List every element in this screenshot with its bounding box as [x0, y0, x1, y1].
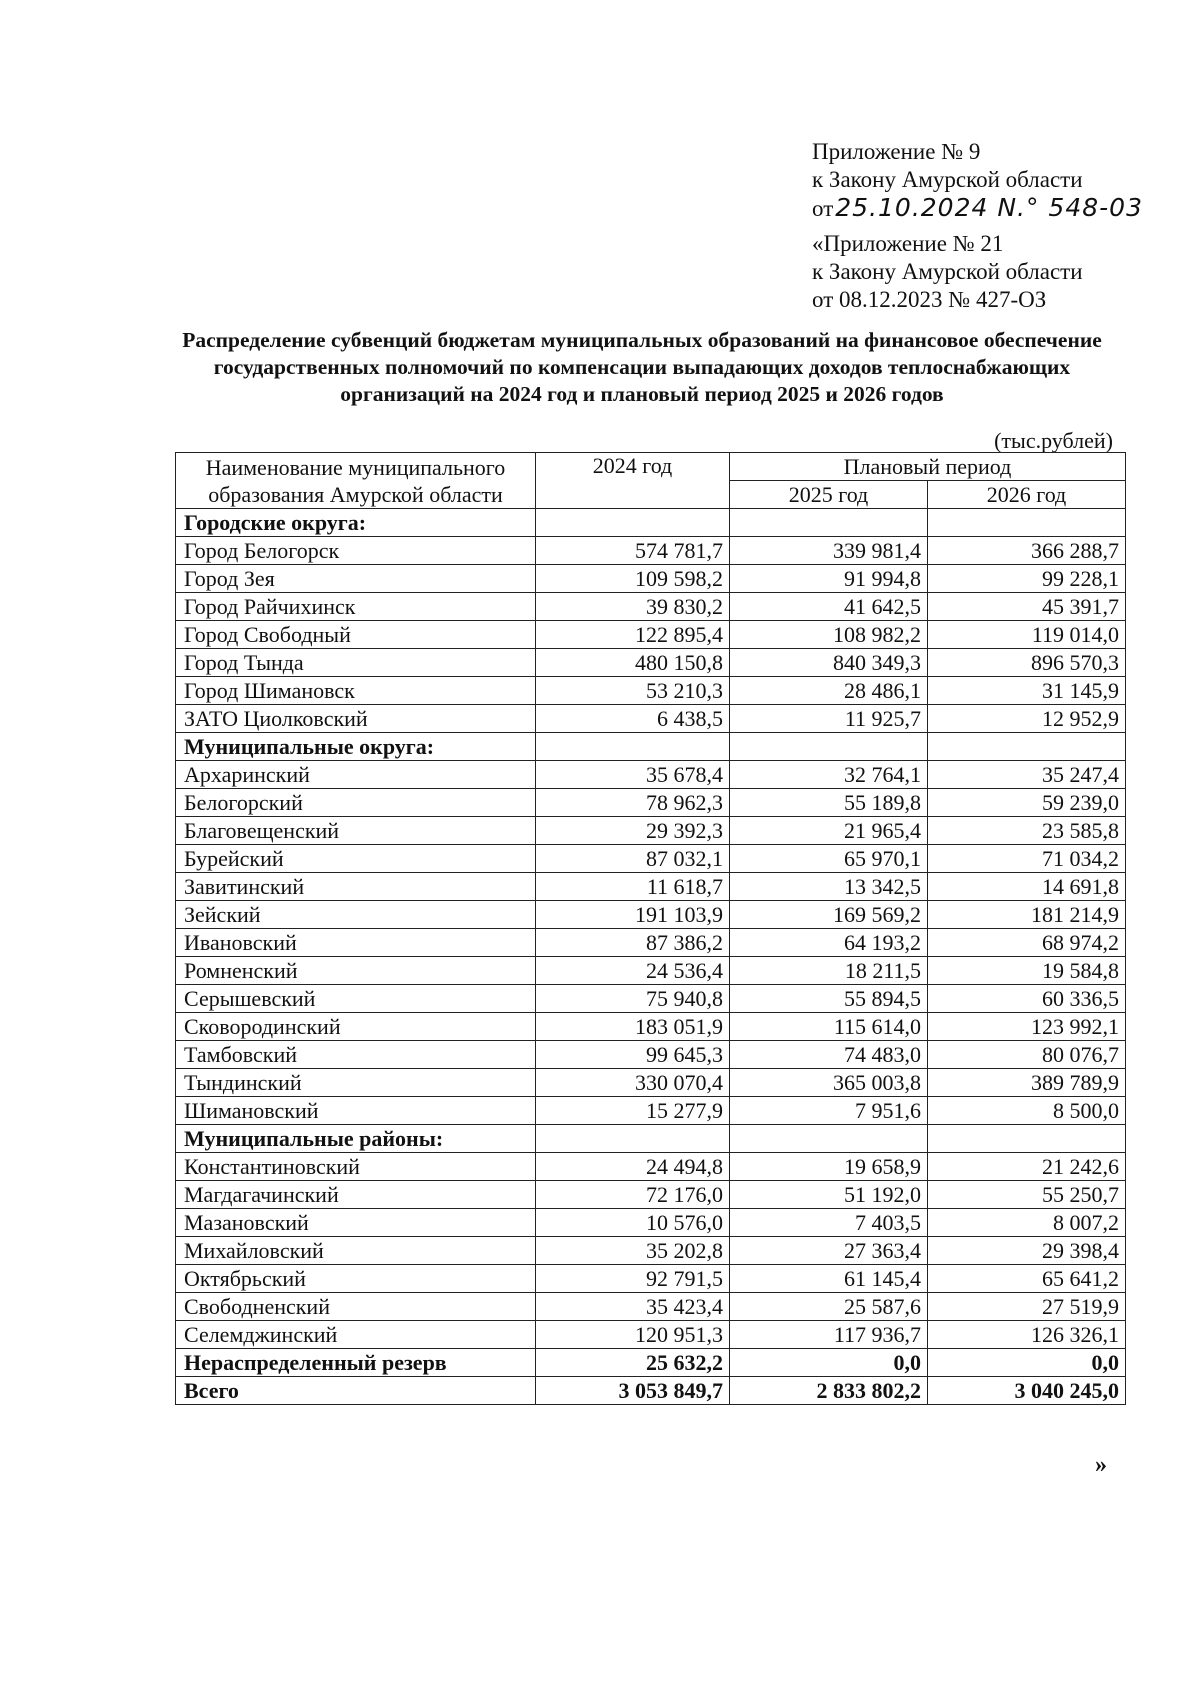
table-row — [176, 705, 1126, 733]
row-name-cell: Тындинский — [176, 1069, 536, 1097]
row-value-2026 — [928, 733, 1126, 761]
units-label: (тыс.рублей) — [994, 428, 1113, 453]
row-value-2026: 80 076,7 — [928, 1041, 1126, 1069]
table-row — [176, 789, 1126, 817]
row-value-2025: 55 894,5 — [730, 985, 928, 1013]
row-value-2026: 99 228,1 — [928, 565, 1126, 593]
row-value-2025: 365 003,8 — [730, 1069, 928, 1097]
table-row — [176, 1293, 1126, 1321]
previous-appendix-header — [812, 230, 1083, 314]
row-value-2026: 71 034,2 — [928, 845, 1126, 873]
row-value-2026: 55 250,7 — [928, 1181, 1126, 1209]
row-value-2025: 41 642,5 — [730, 593, 928, 621]
row-value-2025: 51 192,0 — [730, 1181, 928, 1209]
appendix-number: Приложение № 9 — [812, 139, 981, 164]
row-name-cell: Октябрьский — [176, 1265, 536, 1293]
table-row — [176, 845, 1126, 873]
row-value-2026: 65 641,2 — [928, 1265, 1126, 1293]
row-value-2024: 330 070,4 — [536, 1069, 730, 1097]
row-value-2025: 108 982,2 — [730, 621, 928, 649]
row-value-2025: 0,0 — [730, 1349, 928, 1377]
appendix-law-reference: к Закону Амурской области — [812, 167, 1083, 192]
row-name-cell: Тамбовский — [176, 1041, 536, 1069]
table-row — [176, 761, 1126, 789]
table-header-row — [176, 453, 1126, 481]
row-value-2024: 109 598,2 — [536, 565, 730, 593]
row-value-2025: 117 936,7 — [730, 1321, 928, 1349]
row-name-cell: Константиновский — [176, 1153, 536, 1181]
table-row — [176, 593, 1126, 621]
row-name-cell: Михайловский — [176, 1237, 536, 1265]
row-name-cell: Шимановский — [176, 1097, 536, 1125]
row-value-2024: 35 423,4 — [536, 1293, 730, 1321]
previous-appendix-law-reference: к Закону Амурской области — [812, 259, 1083, 284]
row-value-2025: 91 994,8 — [730, 565, 928, 593]
row-value-2024: 75 940,8 — [536, 985, 730, 1013]
table-row — [176, 817, 1126, 845]
table-row — [176, 957, 1126, 985]
row-value-2024: 183 051,9 — [536, 1013, 730, 1041]
row-value-2025: 169 569,2 — [730, 901, 928, 929]
row-value-2024: 191 103,9 — [536, 901, 730, 929]
row-value-2025 — [730, 733, 928, 761]
row-value-2026: 19 584,8 — [928, 957, 1126, 985]
row-value-2025 — [730, 509, 928, 537]
row-value-2026: 0,0 — [928, 1349, 1126, 1377]
row-name-cell: Магдагачинский — [176, 1181, 536, 1209]
row-value-2026: 896 570,3 — [928, 649, 1126, 677]
column-header-planned-period: Плановый период — [730, 453, 1126, 481]
table-row — [176, 677, 1126, 705]
row-value-2025: 19 658,9 — [730, 1153, 928, 1181]
table-row — [176, 649, 1126, 677]
column-header-2026: 2026 год — [928, 481, 1126, 509]
row-value-2026: 60 336,5 — [928, 985, 1126, 1013]
row-value-2025: 339 981,4 — [730, 537, 928, 565]
row-name-cell: Город Зея — [176, 565, 536, 593]
row-value-2026: 59 239,0 — [928, 789, 1126, 817]
row-value-2025: 11 925,7 — [730, 705, 928, 733]
table-row — [176, 1013, 1126, 1041]
table-section-row — [176, 733, 1126, 761]
row-value-2025: 32 764,1 — [730, 761, 928, 789]
row-value-2025: 28 486,1 — [730, 677, 928, 705]
row-value-2024 — [536, 1125, 730, 1153]
row-name-cell: Серышевский — [176, 985, 536, 1013]
appendix-date-prefix: от — [812, 196, 834, 221]
table-row — [176, 1377, 1126, 1405]
row-value-2026: 45 391,7 — [928, 593, 1126, 621]
row-value-2024: 6 438,5 — [536, 705, 730, 733]
row-value-2025: 65 970,1 — [730, 845, 928, 873]
previous-appendix-number: «Приложение № 21 — [812, 231, 1004, 256]
row-value-2024: 39 830,2 — [536, 593, 730, 621]
row-value-2025: 840 349,3 — [730, 649, 928, 677]
row-value-2024: 24 494,8 — [536, 1153, 730, 1181]
row-value-2026: 31 145,9 — [928, 677, 1126, 705]
row-name-cell: Зейский — [176, 901, 536, 929]
row-value-2026: 126 326,1 — [928, 1321, 1126, 1349]
table-row — [176, 1181, 1126, 1209]
row-value-2026: 3 040 245,0 — [928, 1377, 1126, 1405]
row-value-2025: 55 189,8 — [730, 789, 928, 817]
table-section-row — [176, 1125, 1126, 1153]
row-name-cell: Бурейский — [176, 845, 536, 873]
row-name-cell: Город Свободный — [176, 621, 536, 649]
table-row — [176, 1321, 1126, 1349]
column-header-2025: 2025 год — [730, 481, 928, 509]
row-value-2026 — [928, 1125, 1126, 1153]
table-row — [176, 537, 1126, 565]
table-row — [176, 1349, 1126, 1377]
row-value-2024: 120 951,3 — [536, 1321, 730, 1349]
row-value-2024: 122 895,4 — [536, 621, 730, 649]
row-name-cell: Муниципальные округа: — [176, 733, 536, 761]
row-value-2026: 389 789,9 — [928, 1069, 1126, 1097]
table-section-row — [176, 509, 1126, 537]
row-value-2026: 23 585,8 — [928, 817, 1126, 845]
row-name-cell: Сковородинский — [176, 1013, 536, 1041]
row-value-2024: 87 386,2 — [536, 929, 730, 957]
row-value-2026: 366 288,7 — [928, 537, 1126, 565]
row-value-2025: 74 483,0 — [730, 1041, 928, 1069]
row-value-2025 — [730, 1125, 928, 1153]
row-value-2026: 123 992,1 — [928, 1013, 1126, 1041]
row-value-2025: 27 363,4 — [730, 1237, 928, 1265]
row-name-cell: Ромненский — [176, 957, 536, 985]
row-value-2026 — [928, 509, 1126, 537]
table-row — [176, 1097, 1126, 1125]
row-value-2024: 99 645,3 — [536, 1041, 730, 1069]
column-header-2024: 2024 год — [536, 453, 730, 509]
row-value-2026: 29 398,4 — [928, 1237, 1126, 1265]
row-value-2026: 8 500,0 — [928, 1097, 1126, 1125]
table-row — [176, 565, 1126, 593]
row-value-2025: 115 614,0 — [730, 1013, 928, 1041]
column-header-name: Наименование муниципального образования Амурской области — [176, 453, 536, 509]
row-name-cell: Город Шимановск — [176, 677, 536, 705]
row-value-2024: 72 176,0 — [536, 1181, 730, 1209]
row-name-cell: Благовещенский — [176, 817, 536, 845]
row-name-cell: Город Райчихинск — [176, 593, 536, 621]
table-row — [176, 1237, 1126, 1265]
table-row — [176, 873, 1126, 901]
row-value-2024: 53 210,3 — [536, 677, 730, 705]
row-value-2024 — [536, 733, 730, 761]
table-row — [176, 621, 1126, 649]
row-value-2025: 7 951,6 — [730, 1097, 928, 1125]
row-value-2024 — [536, 509, 730, 537]
row-name-cell: Нераспределенный резерв — [176, 1349, 536, 1377]
row-value-2025: 21 965,4 — [730, 817, 928, 845]
row-name-cell: Селемджинский — [176, 1321, 536, 1349]
table-row — [176, 1209, 1126, 1237]
row-value-2024: 35 202,8 — [536, 1237, 730, 1265]
row-value-2024: 10 576,0 — [536, 1209, 730, 1237]
table-row — [176, 1069, 1126, 1097]
appendix-date-line — [812, 194, 1143, 223]
row-name-cell: Мазановский — [176, 1209, 536, 1237]
row-name-cell: Архаринский — [176, 761, 536, 789]
row-name-cell: Город Тында — [176, 649, 536, 677]
appendix-header — [812, 138, 1143, 223]
row-name-cell: Ивановский — [176, 929, 536, 957]
row-value-2026: 181 214,9 — [928, 901, 1126, 929]
row-value-2025: 13 342,5 — [730, 873, 928, 901]
row-value-2024: 87 032,1 — [536, 845, 730, 873]
row-name-cell: Городские округа: — [176, 509, 536, 537]
row-name-cell: Завитинский — [176, 873, 536, 901]
handwritten-date-number: 25.10.2024 N.° 548-03 — [835, 193, 1143, 222]
document-title: Распределение субвенций бюджетам муниципальных образований на финансовое обеспечение государственных полномочий по компенсации выпадающих доходов теплоснабжающих организаций на 2024 год и плановый период 2025 и 2026 годов — [182, 328, 1102, 406]
row-value-2024: 574 781,7 — [536, 537, 730, 565]
previous-appendix-date: от 08.12.2023 № 427-ОЗ — [812, 287, 1047, 312]
row-value-2026: 68 974,2 — [928, 929, 1126, 957]
row-name-cell: Всего — [176, 1377, 536, 1405]
row-value-2024: 3 053 849,7 — [536, 1377, 730, 1405]
row-value-2024: 25 632,2 — [536, 1349, 730, 1377]
row-name-cell: Свободненский — [176, 1293, 536, 1321]
table-row — [176, 1153, 1126, 1181]
row-value-2025: 2 833 802,2 — [730, 1377, 928, 1405]
row-value-2025: 7 403,5 — [730, 1209, 928, 1237]
row-value-2025: 64 193,2 — [730, 929, 928, 957]
row-value-2025: 18 211,5 — [730, 957, 928, 985]
row-value-2026: 8 007,2 — [928, 1209, 1126, 1237]
distribution-table — [175, 452, 1126, 1405]
row-value-2024: 92 791,5 — [536, 1265, 730, 1293]
row-value-2026: 12 952,9 — [928, 705, 1126, 733]
table-row — [176, 1265, 1126, 1293]
row-value-2024: 15 277,9 — [536, 1097, 730, 1125]
table-body — [176, 509, 1126, 1405]
closing-quote: » — [1095, 1452, 1107, 1478]
row-value-2026: 21 242,6 — [928, 1153, 1126, 1181]
row-value-2024: 11 618,7 — [536, 873, 730, 901]
row-value-2026: 14 691,8 — [928, 873, 1126, 901]
row-value-2024: 78 962,3 — [536, 789, 730, 817]
row-value-2026: 27 519,9 — [928, 1293, 1126, 1321]
row-value-2024: 35 678,4 — [536, 761, 730, 789]
table-row — [176, 929, 1126, 957]
row-name-cell: Муниципальные районы: — [176, 1125, 536, 1153]
row-name-cell: Белогорский — [176, 789, 536, 817]
row-name-cell: Город Белогорск — [176, 537, 536, 565]
table-row — [176, 1041, 1126, 1069]
row-value-2024: 29 392,3 — [536, 817, 730, 845]
row-value-2026: 35 247,4 — [928, 761, 1126, 789]
table-row — [176, 985, 1126, 1013]
row-name-cell: ЗАТО Циолковский — [176, 705, 536, 733]
row-value-2024: 24 536,4 — [536, 957, 730, 985]
row-value-2026: 119 014,0 — [928, 621, 1126, 649]
row-value-2025: 61 145,4 — [730, 1265, 928, 1293]
row-value-2024: 480 150,8 — [536, 649, 730, 677]
row-value-2025: 25 587,6 — [730, 1293, 928, 1321]
table-row — [176, 901, 1126, 929]
